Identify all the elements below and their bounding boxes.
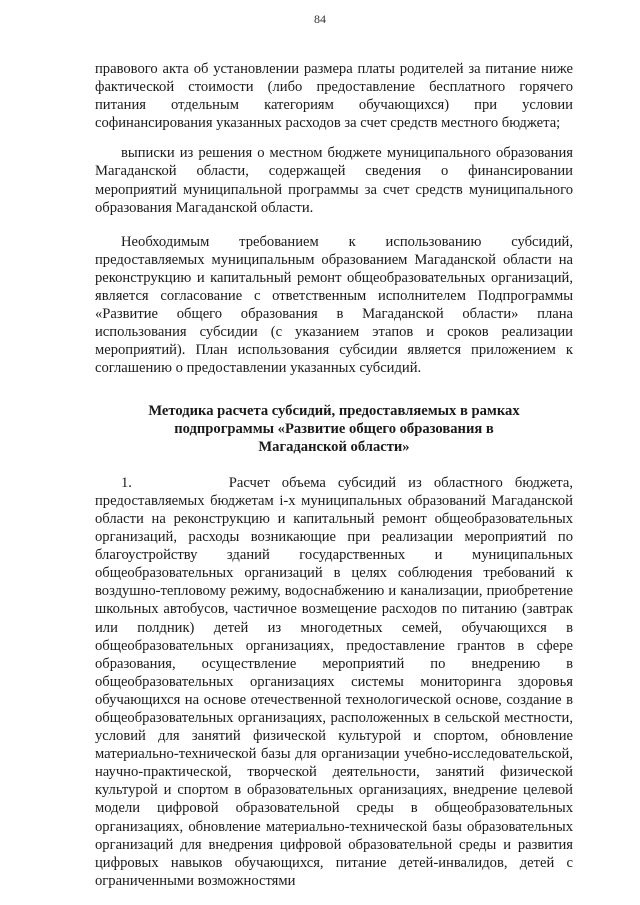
paragraph-item-1: 1. Расчет объема субсидий из областного бюджета, предоставляемых бюджетам i-х муниципальных образований Магаданской области на реконструкцию и капитальный ремонт общеобразовательных организаций, расходы возникающие при реализации мероприятий по благоустройству зданий государственных и муниципальных общеобразовательных организаций в целях соблюдения требований к воздушно-тепловому режиму, водоснабжению и канализации, приобретение школьных автобусов, частичное возмещение расходов по питанию (завтрак или полдник) детей из многодетных семей, обучающихся в общеобразовательных организациях, предоставление грантов в сфере образования, осуществление мероприятий по внедрению в общеобразовательных организациях системы мониторинга здоровья обучающихся на основе отечественной технологической основе, создание в общеобразовательных организациях, расположенных в сельской местности, условий для занятий физической культурой и спортом, обновление материально-технической базы для организации учебно-исследовательской, научно-практической, творческой деятельности, занятий физической культурой и спортом в образовательных организациях, внедрение целевой модели цифровой образовательной среды в общеобразовательных организациях, обновление материально-технической базы образовательных организаций для внедрения цифровой образовательной среды и развития цифровых навыков обучающихся, питание детей-инвалидов, детей с ограниченными возможностями: [95, 474, 577, 889]
heading-line-2: подпрограммы «Развитие общего образования в: [174, 420, 494, 437]
paragraph-extract: выписки из решения о местном бюджете муниципального образования Магаданской области, содержащей сведения о финансировании мероприятий муниципальной программы за счет средств муниципального образования Магаданской области.: [95, 145, 573, 216]
page-number: 84: [314, 12, 326, 26]
document-body: [95, 60, 577, 890]
paragraph-requirement: Необходимым требованием к использованию субсидий, предоставляемых муниципальным образованием Магаданской области на реконструкцию и капитальный ремонт общеобразовательных организаций, является согласование с ответственным исполнителем Подпрограммы «Развитие общего образования в Магаданской области» плана использования субсидии (с указанием этапов и сроков реализации мероприятий). План использования субсидии является приложением к соглашению о предоставлении указанных субсидий.: [95, 233, 573, 377]
heading-line-3: Магаданской области»: [258, 438, 410, 455]
heading-line-1: Методика расчета субсидий, предоставляемых в рамках: [148, 402, 520, 419]
section-heading: [95, 402, 573, 456]
paragraph-continuation: правового акта об установлении размера платы родителей за питание ниже фактической стоимости (либо предоставление бесплатного горячего питания отдельным категориям обучающихся) при условии софинансирования указанных расходов за счет средств местного бюджета;: [95, 61, 573, 132]
